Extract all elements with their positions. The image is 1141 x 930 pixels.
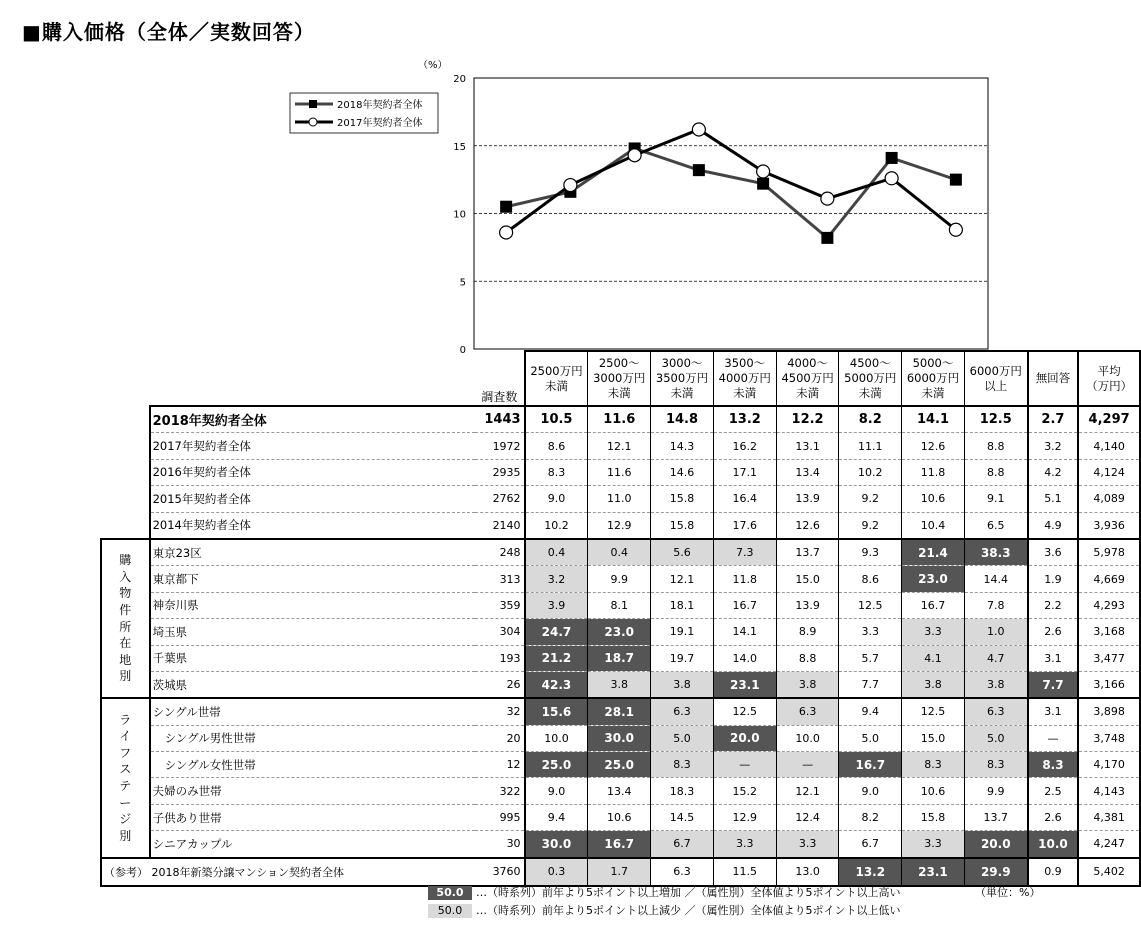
row-count: 1443 — [475, 406, 524, 433]
cell-value: 3.1 — [1028, 645, 1079, 671]
table-row — [101, 778, 1140, 804]
page-title: ■購入価格（全体／実数回答） — [22, 20, 315, 44]
cell-value: 9.0 — [525, 778, 588, 804]
data-point-square — [950, 174, 962, 186]
cell-value: 12.5 — [964, 406, 1027, 433]
cell-value: 19.7 — [651, 645, 714, 671]
cell-value: 12.6 — [902, 433, 965, 459]
cell-value: 13.4 — [776, 459, 839, 485]
data-point-circle — [500, 226, 513, 239]
cell-value: 3.8 — [902, 671, 965, 698]
cell-value: 14.1 — [713, 619, 776, 645]
cell-value: 5.0 — [964, 725, 1027, 751]
cell-value: 12.1 — [651, 566, 714, 592]
row-label: 2015年契約者全体 — [150, 486, 476, 512]
row-label: シングル世帯 — [150, 698, 476, 725]
cell-value: 12.9 — [588, 512, 651, 539]
cell-value: 3.9 — [525, 592, 588, 618]
cell-value: 12.2 — [776, 406, 839, 433]
cell-value: 8.3 — [651, 752, 714, 778]
table-row — [101, 858, 1140, 886]
cell-value: — — [1028, 725, 1079, 751]
cell-value: 1.0 — [964, 619, 1027, 645]
cell-value: 16.2 — [713, 433, 776, 459]
cell-value: 15.0 — [776, 566, 839, 592]
cell-value: 3.3 — [839, 619, 902, 645]
legend-marker-circle — [309, 118, 317, 126]
row-average: 4,669 — [1078, 566, 1140, 592]
data-point-square — [886, 152, 898, 164]
cell-value: 3.2 — [1028, 433, 1079, 459]
shading-legend — [428, 884, 901, 920]
cell-value: 3.8 — [964, 671, 1027, 698]
header-spacer — [101, 351, 150, 406]
cell-value: 23.1 — [713, 671, 776, 698]
data-point-circle — [757, 165, 770, 178]
cell-value: 18.7 — [588, 645, 651, 671]
cell-value: 4.7 — [964, 645, 1027, 671]
header-label-spacer — [150, 351, 476, 406]
light-swatch-text: …（時系列）前年より5ポイント以上減少 ／（属性別）全体値より5ポイント以上低い — [476, 904, 901, 917]
cell-value: 12.5 — [713, 698, 776, 725]
row-count: 26 — [475, 671, 524, 698]
row-count: 20 — [475, 725, 524, 751]
cell-value: 6.3 — [964, 698, 1027, 725]
row-average: 5,402 — [1078, 858, 1140, 886]
cell-value: 8.6 — [839, 566, 902, 592]
cell-value: 10.6 — [902, 486, 965, 512]
row-count: 2140 — [475, 512, 524, 539]
cell-value: 0.4 — [588, 539, 651, 566]
dark-swatch-text: …（時系列）前年より5ポイント以上増加 ／（属性別）全体値より5ポイント以上高い — [476, 886, 901, 899]
cell-value: 2.6 — [1028, 804, 1079, 830]
row-average: 4,381 — [1078, 804, 1140, 830]
y-tick-label: 0 — [459, 345, 466, 356]
cell-value: 17.6 — [713, 512, 776, 539]
cell-value: 3.6 — [1028, 539, 1079, 566]
data-point-circle — [949, 223, 962, 236]
table-row — [101, 645, 1140, 671]
cell-value: 14.1 — [902, 406, 965, 433]
cell-value: 24.7 — [525, 619, 588, 645]
cell-value: 3.8 — [776, 671, 839, 698]
cell-value: 12.1 — [588, 433, 651, 459]
cell-value: 15.6 — [525, 698, 588, 725]
group-spacer — [101, 406, 150, 433]
y-tick-label: 15 — [453, 141, 466, 153]
row-count: 12 — [475, 752, 524, 778]
cell-value: 9.4 — [525, 804, 588, 830]
header-col: 2500～ 3000万円 未満 — [588, 351, 651, 406]
cell-value: 16.7 — [839, 752, 902, 778]
header-average: 平均 （万円） — [1078, 351, 1140, 406]
cell-value: 21.2 — [525, 645, 588, 671]
cell-value: 8.3 — [964, 752, 1027, 778]
table-row — [101, 698, 1140, 725]
cell-value: 10.2 — [839, 459, 902, 485]
legend-label: 2017年契約者全体 — [337, 118, 423, 129]
cell-value: 0.9 — [1028, 858, 1079, 886]
cell-value: 9.4 — [839, 698, 902, 725]
cell-value: 15.0 — [902, 725, 965, 751]
row-label: 埼玉県 — [150, 619, 476, 645]
header-noanswer: 無回答 — [1028, 351, 1079, 406]
reference-label: （参考） 2018年新築分譲マンション契約者全体 — [101, 858, 475, 886]
cell-value: 14.4 — [964, 566, 1027, 592]
cell-value: 15.8 — [902, 804, 965, 830]
row-count: 304 — [475, 619, 524, 645]
cell-value: 14.5 — [651, 804, 714, 830]
legend-label: 2018年契約者全体 — [337, 100, 423, 111]
row-label: シングル男性世帯 — [150, 725, 476, 751]
cell-value: 2.5 — [1028, 778, 1079, 804]
cell-value: 8.8 — [964, 459, 1027, 485]
cell-value: 14.6 — [651, 459, 714, 485]
cell-value: 15.8 — [651, 512, 714, 539]
cell-value: 8.2 — [839, 804, 902, 830]
cell-value: 42.3 — [525, 671, 588, 698]
group-label-location — [101, 539, 150, 698]
cell-value: 13.1 — [776, 433, 839, 459]
cell-value: 2.2 — [1028, 592, 1079, 618]
table-row — [101, 539, 1140, 566]
cell-value: 3.3 — [902, 831, 965, 858]
cell-value: 20.0 — [713, 725, 776, 751]
row-label: シニアカップル — [150, 831, 476, 858]
cell-value: 30.0 — [525, 831, 588, 858]
cell-value: 10.6 — [902, 778, 965, 804]
cell-value: 11.5 — [713, 858, 776, 886]
row-count: 193 — [475, 645, 524, 671]
legend-marker-square — [309, 100, 317, 108]
cell-value: — — [776, 752, 839, 778]
row-count: 359 — [475, 592, 524, 618]
cell-value: 8.6 — [525, 433, 588, 459]
cell-value: 8.9 — [776, 619, 839, 645]
cell-value: 25.0 — [525, 752, 588, 778]
cell-value: 38.3 — [964, 539, 1027, 566]
cell-value: 11.6 — [588, 406, 651, 433]
cell-value: 9.3 — [839, 539, 902, 566]
cell-value: 3.1 — [1028, 698, 1079, 725]
row-count: 2762 — [475, 486, 524, 512]
cell-value: 12.9 — [713, 804, 776, 830]
cell-value: 6.7 — [839, 831, 902, 858]
table-row — [101, 804, 1140, 830]
cell-value: 28.1 — [588, 698, 651, 725]
cell-value: 18.3 — [651, 778, 714, 804]
table-row — [101, 433, 1140, 459]
cell-value: 4.1 — [902, 645, 965, 671]
row-count: 248 — [475, 539, 524, 566]
row-average: 4,140 — [1078, 433, 1140, 459]
data-point-square — [693, 164, 705, 176]
row-count: 313 — [475, 566, 524, 592]
data-point-circle — [692, 123, 705, 136]
y-tick-label: 5 — [459, 277, 466, 289]
table-row — [101, 671, 1140, 698]
cell-value: 25.0 — [588, 752, 651, 778]
cell-value: 12.5 — [839, 592, 902, 618]
cell-value: 10.0 — [525, 725, 588, 751]
row-count: 3760 — [475, 858, 524, 886]
data-table — [100, 350, 1141, 887]
header-col: 4000～ 4500万円 未満 — [776, 351, 839, 406]
group-spacer — [101, 486, 150, 512]
row-label: シングル女性世帯 — [150, 752, 476, 778]
cell-value: 13.7 — [776, 539, 839, 566]
cell-value: 5.0 — [839, 725, 902, 751]
cell-value: 9.9 — [588, 566, 651, 592]
cell-value: 0.3 — [525, 858, 588, 886]
row-count: 2935 — [475, 459, 524, 485]
cell-value: 3.8 — [651, 671, 714, 698]
row-average: 3,477 — [1078, 645, 1140, 671]
cell-value: 13.2 — [713, 406, 776, 433]
cell-value: 12.1 — [776, 778, 839, 804]
cell-value: 10.4 — [902, 512, 965, 539]
cell-value: 30.0 — [588, 725, 651, 751]
cell-value: 8.3 — [525, 459, 588, 485]
cell-value: 3.3 — [776, 831, 839, 858]
row-label: 夫婦のみ世帯 — [150, 778, 476, 804]
y-tick-label: 20 — [453, 74, 466, 85]
cell-value: 5.6 — [651, 539, 714, 566]
cell-value: 23.0 — [902, 566, 965, 592]
row-label: 2017年契約者全体 — [150, 433, 476, 459]
cell-value: 15.8 — [651, 486, 714, 512]
cell-value: 10.0 — [776, 725, 839, 751]
cell-value: 3.3 — [713, 831, 776, 858]
cell-value: 13.7 — [964, 804, 1027, 830]
cell-value: 13.9 — [776, 486, 839, 512]
cell-value: 7.7 — [1028, 671, 1079, 698]
table-row — [101, 459, 1140, 485]
cell-value: 11.8 — [713, 566, 776, 592]
cell-value: 0.4 — [525, 539, 588, 566]
cell-value: 5.7 — [839, 645, 902, 671]
table-row — [101, 406, 1140, 433]
cell-value: 2.6 — [1028, 619, 1079, 645]
cell-value: 9.0 — [839, 778, 902, 804]
cell-value: 16.7 — [902, 592, 965, 618]
table-row — [101, 752, 1140, 778]
cell-value: 19.1 — [651, 619, 714, 645]
cell-value: 16.4 — [713, 486, 776, 512]
cell-value: 20.0 — [964, 831, 1027, 858]
cell-value: 13.9 — [776, 592, 839, 618]
row-label: 東京23区 — [150, 539, 476, 566]
group-label-lifestage — [101, 698, 150, 857]
cell-value: 12.6 — [776, 512, 839, 539]
light-swatch: 50.0 — [428, 904, 472, 918]
table-row — [101, 566, 1140, 592]
row-average: 4,297 — [1078, 406, 1140, 433]
header-col: 6000万円 以上 — [964, 351, 1027, 406]
header-col: 3500～ 4000万円 未満 — [713, 351, 776, 406]
cell-value: 8.1 — [588, 592, 651, 618]
cell-value: 8.3 — [1028, 752, 1079, 778]
group-spacer — [101, 459, 150, 485]
y-axis-label: （%） — [418, 60, 448, 71]
row-average: 4,247 — [1078, 831, 1140, 858]
table-row — [101, 512, 1140, 539]
row-count: 995 — [475, 804, 524, 830]
table-row — [101, 831, 1140, 858]
header-col: 5000～ 6000万円 未満 — [902, 351, 965, 406]
table-header-row — [101, 351, 1140, 406]
row-label: 茨城県 — [150, 671, 476, 698]
group-label-text: ラ イ フ ス テ ー ジ 別 — [119, 712, 132, 843]
cell-value: 7.3 — [713, 539, 776, 566]
row-average: 3,166 — [1078, 671, 1140, 698]
cell-value: 10.5 — [525, 406, 588, 433]
data-point-circle — [821, 192, 834, 205]
header-col: 3000～ 3500万円 未満 — [651, 351, 714, 406]
cell-value: 8.2 — [839, 406, 902, 433]
cell-value: 13.4 — [588, 778, 651, 804]
cell-value: 9.2 — [839, 512, 902, 539]
cell-value: 6.5 — [964, 512, 1027, 539]
cell-value: 5.1 — [1028, 486, 1079, 512]
cell-value: 11.0 — [588, 486, 651, 512]
shading-legend-dark — [428, 884, 901, 902]
row-label: 2016年契約者全体 — [150, 459, 476, 485]
row-count: 32 — [475, 698, 524, 725]
cell-value: 3.2 — [525, 566, 588, 592]
group-spacer — [101, 433, 150, 459]
cell-value: 1.9 — [1028, 566, 1079, 592]
row-average: 3,898 — [1078, 698, 1140, 725]
cell-value: 10.2 — [525, 512, 588, 539]
row-count: 322 — [475, 778, 524, 804]
row-label: 千葉県 — [150, 645, 476, 671]
cell-value: 3.8 — [588, 671, 651, 698]
table-row — [101, 592, 1140, 618]
row-average: 3,168 — [1078, 619, 1140, 645]
cell-value: 10.6 — [588, 804, 651, 830]
cell-value: 12.4 — [776, 804, 839, 830]
cell-value: 23.0 — [588, 619, 651, 645]
row-average: 4,143 — [1078, 778, 1140, 804]
cell-value: 5.0 — [651, 725, 714, 751]
cell-value: 2.7 — [1028, 406, 1079, 433]
header-col: 4500～ 5000万円 未満 — [839, 351, 902, 406]
header-count: 調査数 — [475, 351, 524, 406]
cell-value: 4.2 — [1028, 459, 1079, 485]
cell-value: 17.1 — [713, 459, 776, 485]
data-point-circle — [885, 172, 898, 185]
row-average: 3,936 — [1078, 512, 1140, 539]
cell-value: 21.4 — [902, 539, 965, 566]
cell-value: 6.7 — [651, 831, 714, 858]
row-label: 子供あり世帯 — [150, 804, 476, 830]
cell-value: 10.0 — [1028, 831, 1079, 858]
cell-value: 18.1 — [651, 592, 714, 618]
group-spacer — [101, 512, 150, 539]
row-average: 4,089 — [1078, 486, 1140, 512]
cell-value: 9.0 — [525, 486, 588, 512]
cell-value: 9.9 — [964, 778, 1027, 804]
cell-value: 3.3 — [902, 619, 965, 645]
y-tick-label: 10 — [453, 209, 466, 221]
data-point-square — [821, 232, 833, 244]
row-count: 1972 — [475, 433, 524, 459]
row-average: 4,124 — [1078, 459, 1140, 485]
cell-value: 16.7 — [588, 831, 651, 858]
cell-value: 13.2 — [839, 858, 902, 886]
cell-value: 8.8 — [964, 433, 1027, 459]
row-average: 4,293 — [1078, 592, 1140, 618]
row-label: 東京都下 — [150, 566, 476, 592]
row-count: 30 — [475, 831, 524, 858]
table-row — [101, 725, 1140, 751]
row-average: 5,978 — [1078, 539, 1140, 566]
cell-value: 29.9 — [964, 858, 1027, 886]
group-label-text: 購 入 物 件 所 在 地 別 — [119, 553, 132, 684]
row-label: 神奈川県 — [150, 592, 476, 618]
data-point-square — [500, 201, 512, 213]
cell-value: 8.3 — [902, 752, 965, 778]
row-label: 2018年契約者全体 — [150, 406, 476, 433]
table-row — [101, 486, 1140, 512]
cell-value: 11.8 — [902, 459, 965, 485]
cell-value: 7.7 — [839, 671, 902, 698]
cell-value: 14.0 — [713, 645, 776, 671]
cell-value: 11.1 — [839, 433, 902, 459]
cell-value: 1.7 — [588, 858, 651, 886]
shading-legend-light — [428, 902, 901, 920]
cell-value: 11.6 — [588, 459, 651, 485]
cell-value: 15.2 — [713, 778, 776, 804]
cell-value: 14.3 — [651, 433, 714, 459]
cell-value: 8.8 — [776, 645, 839, 671]
line-chart — [0, 0, 1141, 360]
cell-value: 12.5 — [902, 698, 965, 725]
cell-value: — — [713, 752, 776, 778]
cell-value: 6.3 — [651, 858, 714, 886]
row-average: 3,748 — [1078, 725, 1140, 751]
cell-value: 6.3 — [776, 698, 839, 725]
cell-value: 23.1 — [902, 858, 965, 886]
data-table-wrapper — [100, 350, 1141, 887]
cell-value: 4.9 — [1028, 512, 1079, 539]
dark-swatch: 50.0 — [428, 886, 472, 900]
cell-value: 13.0 — [776, 858, 839, 886]
cell-value: 14.8 — [651, 406, 714, 433]
header-col: 2500万円 未満 — [525, 351, 588, 406]
row-average: 4,170 — [1078, 752, 1140, 778]
row-label: 2014年契約者全体 — [150, 512, 476, 539]
cell-value: 9.1 — [964, 486, 1027, 512]
data-point-circle — [564, 179, 577, 192]
data-point-circle — [628, 149, 641, 162]
cell-value: 16.7 — [713, 592, 776, 618]
unit-note: （単位：%） — [975, 886, 1041, 899]
table-row — [101, 619, 1140, 645]
data-point-square — [757, 178, 769, 190]
cell-value: 6.3 — [651, 698, 714, 725]
cell-value: 7.8 — [964, 592, 1027, 618]
cell-value: 9.2 — [839, 486, 902, 512]
